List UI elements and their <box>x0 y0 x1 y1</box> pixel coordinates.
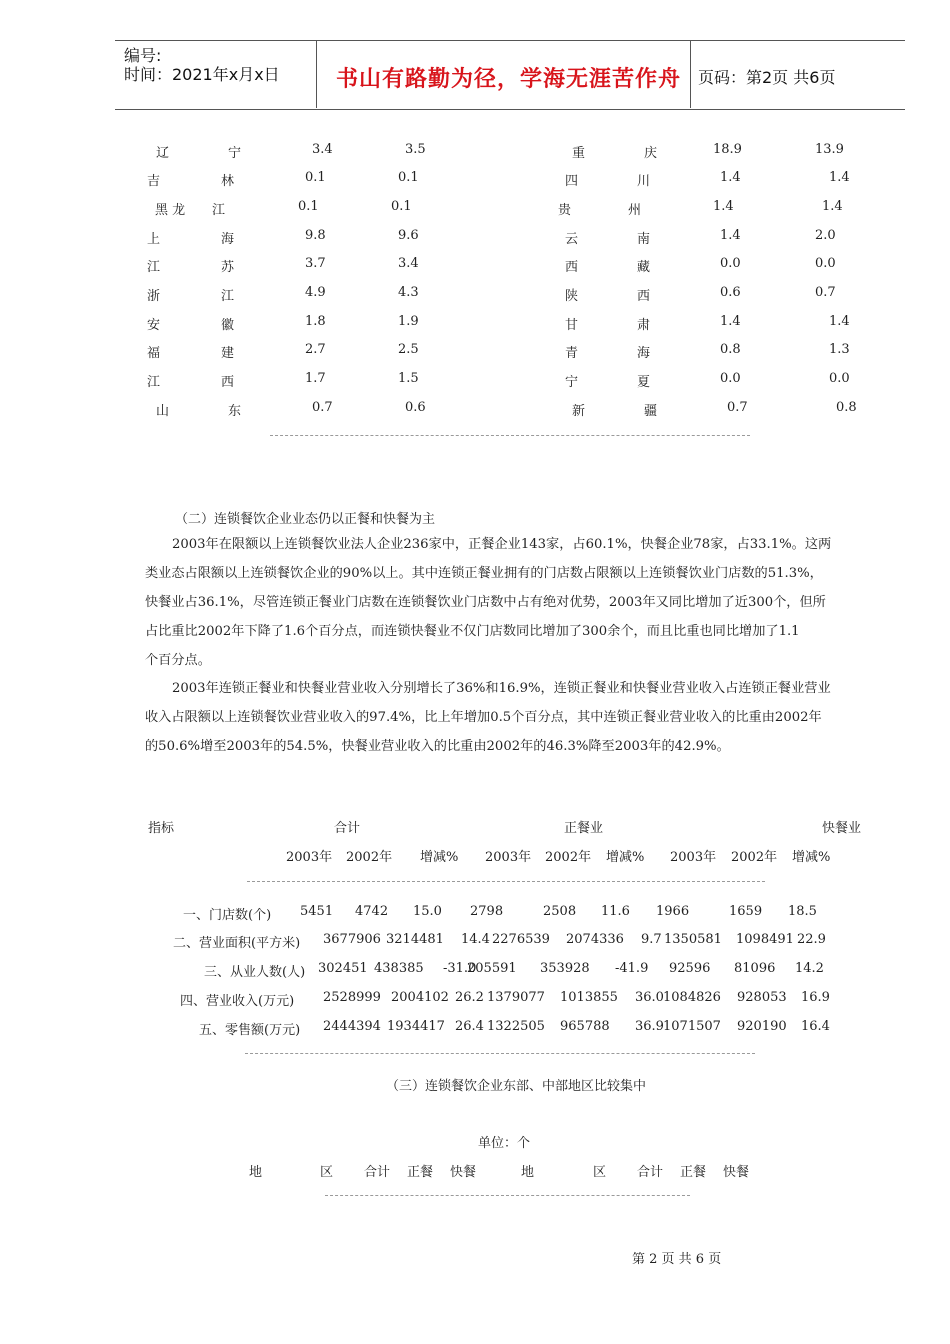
province-cell-lv2: 9.6 <box>398 228 419 243</box>
text-line: 的50.6%增至2003年的54.5%，快餐业营业收入的比重由2002年的46.3%降至2003年的42.9%。 <box>145 739 730 754</box>
year-subheader: 2002年 <box>545 850 592 865</box>
province-cell-rn1: 云 <box>565 232 579 247</box>
province-cell-rv2: 2.0 <box>815 228 836 243</box>
province-cell-ln1: 江 <box>147 260 161 275</box>
indicator-value: 3677906 <box>323 932 381 947</box>
indicator-value: 1084826 <box>663 990 721 1005</box>
province-cell-rv2: 1.4 <box>829 170 850 185</box>
region-column-header: 地 <box>249 1165 263 1180</box>
group-formal: 正餐业 <box>564 821 604 836</box>
province-cell-ln1: 黑 龙 <box>155 203 186 218</box>
province-cell-ln2: 江 <box>212 203 226 218</box>
header-divider <box>316 40 317 108</box>
province-cell-rn1: 青 <box>565 346 579 361</box>
province-cell-ln2: 宁 <box>228 146 242 161</box>
region-column-header: 区 <box>593 1165 607 1180</box>
province-cell-ln2: 建 <box>221 346 235 361</box>
province-cell-rv2: 0.0 <box>815 256 836 271</box>
unit-label: 单位：个 <box>478 1136 531 1151</box>
header-divider <box>690 40 691 108</box>
province-cell-ln2: 西 <box>221 375 235 390</box>
indicator-value: 2798 <box>470 904 504 919</box>
indicator-value: 26.2 <box>455 990 484 1005</box>
indicator-value: 16.9 <box>801 990 830 1005</box>
col-indicator: 指标 <box>148 821 175 836</box>
province-cell-rn2: 肃 <box>637 318 651 333</box>
region-column-header: 正餐 <box>680 1165 707 1180</box>
page-label: 页码：第2页 共6页 <box>698 68 836 87</box>
indicator-value: 1322505 <box>487 1019 545 1034</box>
province-cell-rv2: 1.3 <box>829 342 850 357</box>
province-cell-ln2: 江 <box>221 289 235 304</box>
indicator-value: 2528999 <box>323 990 381 1005</box>
indicator-value: 2004102 <box>391 990 449 1005</box>
province-cell-lv1: 0.7 <box>312 400 333 415</box>
year-subheader: 增减% <box>792 850 831 865</box>
indicator-value: 3214481 <box>386 932 444 947</box>
province-cell-lv1: 2.7 <box>305 342 326 357</box>
indicator-label: 一、门店数(个) <box>183 908 272 923</box>
section3-heading: （三）连锁餐饮企业东部、中部地区比较集中 <box>386 1079 647 1094</box>
year-subheader: 2003年 <box>485 850 532 865</box>
region-column-header: 快餐 <box>450 1165 477 1180</box>
province-cell-rn2: 川 <box>637 174 651 189</box>
province-cell-ln2: 海 <box>221 232 235 247</box>
text-line: 快餐业占36.1%，尽管连锁正餐业门店数在连锁餐饮业门店数中占有绝对优势，2003年又同比增加了近300个，但所 <box>145 595 826 610</box>
province-cell-rv1: 1.4 <box>713 199 734 214</box>
province-cell-rv2: 1.4 <box>822 199 843 214</box>
indicator-value: 36.9 <box>635 1019 664 1034</box>
province-cell-lv2: 0.6 <box>405 400 426 415</box>
province-cell-rv2: 0.7 <box>815 285 836 300</box>
indicator-value: 928053 <box>737 990 787 1005</box>
province-cell-rv1: 0.0 <box>720 371 741 386</box>
province-cell-rv2: 1.4 <box>829 314 850 329</box>
indicator-value: 1350581 <box>664 932 722 947</box>
province-cell-rv2: 13.9 <box>815 142 844 157</box>
table-divider <box>247 881 765 882</box>
indicator-value: 2276539 <box>492 932 550 947</box>
province-cell-ln1: 吉 <box>147 174 161 189</box>
region-column-header: 合计 <box>637 1165 664 1180</box>
province-cell-ln2: 徽 <box>221 318 235 333</box>
province-cell-lv2: 0.1 <box>398 170 419 185</box>
number-label: 编号: <box>124 46 162 65</box>
text-line: 2003年连锁正餐业和快餐业营业收入分别增长了36%和16.9%，连锁正餐业和快餐业营业收入占连锁正餐业营业 <box>172 681 831 696</box>
region-column-header: 地 <box>521 1165 535 1180</box>
year-subheader: 2003年 <box>286 850 333 865</box>
province-cell-lv2: 1.5 <box>398 371 419 386</box>
text-line: 占比重比2002年下降了1.6个百分点，而连锁快餐业不仅门店数同比增加了300余个，而且比重也同比增加了1.1 <box>145 624 800 639</box>
province-cell-rv1: 0.0 <box>720 256 741 271</box>
province-cell-lv1: 3.4 <box>312 142 333 157</box>
indicator-value: 1379077 <box>487 990 545 1005</box>
province-cell-lv2: 3.4 <box>398 256 419 271</box>
indicator-value: 81096 <box>734 961 776 976</box>
province-cell-rn2: 夏 <box>637 375 651 390</box>
province-cell-ln1: 上 <box>147 232 161 247</box>
province-cell-ln1: 浙 <box>147 289 161 304</box>
province-cell-lv1: 1.8 <box>305 314 326 329</box>
province-cell-lv2: 3.5 <box>405 142 426 157</box>
year-subheader: 2002年 <box>731 850 778 865</box>
indicator-value: 1934417 <box>387 1019 445 1034</box>
indicator-value: 15.0 <box>413 904 442 919</box>
province-cell-rn2: 南 <box>637 232 651 247</box>
indicator-value: 36.0 <box>635 990 664 1005</box>
indicator-value: 26.4 <box>455 1019 484 1034</box>
year-subheader: 增减% <box>606 850 645 865</box>
indicator-value: 1013855 <box>560 990 618 1005</box>
section2-heading: （二）连锁餐饮企业业态仍以正餐和快餐为主 <box>175 512 436 527</box>
table-divider <box>245 1053 755 1054</box>
province-cell-lv1: 3.7 <box>305 256 326 271</box>
province-cell-rv1: 1.4 <box>720 228 741 243</box>
indicator-value: 22.9 <box>797 932 826 947</box>
section2-paragraph2 <box>145 674 885 761</box>
indicator-value: 205591 <box>467 961 517 976</box>
province-cell-ln2: 苏 <box>221 260 235 275</box>
province-cell-rn1: 宁 <box>565 375 579 390</box>
indicator-value: 2444394 <box>323 1019 381 1034</box>
province-cell-rn1: 重 <box>572 146 586 161</box>
indicator-value: 5451 <box>300 904 334 919</box>
province-cell-rn2: 藏 <box>637 260 651 275</box>
indicator-label: 三、从业人数(人) <box>204 965 306 980</box>
text-line: 2003年在限额以上连锁餐饮业法人企业236家中，正餐企业143家，占60.1%，快餐企业78家，占33.1%。这两 <box>172 537 832 552</box>
province-cell-rv1: 18.9 <box>713 142 742 157</box>
indicator-value: 920190 <box>737 1019 787 1034</box>
province-cell-ln1: 山 <box>156 404 170 419</box>
indicator-value: -41.9 <box>615 961 649 976</box>
province-cell-ln1: 辽 <box>156 146 170 161</box>
indicator-value: 18.5 <box>788 904 817 919</box>
indicator-value: 438385 <box>374 961 424 976</box>
indicator-value: -31.0 <box>443 961 477 976</box>
indicator-value: 14.2 <box>795 961 824 976</box>
region-column-header: 合计 <box>364 1165 391 1180</box>
indicator-label: 五、零售额(万元) <box>199 1023 301 1038</box>
province-cell-rn1: 陕 <box>565 289 579 304</box>
indicator-value: 1659 <box>729 904 763 919</box>
province-cell-lv1: 4.9 <box>305 285 326 300</box>
indicator-value: 9.7 <box>641 932 662 947</box>
region-column-header: 快餐 <box>723 1165 750 1180</box>
province-cell-lv1: 9.8 <box>305 228 326 243</box>
text-line: 收入占限额以上连锁餐饮业营业收入的97.4%，比上年增加0.5个百分点，其中连锁正餐业营业收入的比重由2002年 <box>145 710 822 725</box>
province-cell-rv2: 0.8 <box>836 400 857 415</box>
indicator-value: 2508 <box>543 904 577 919</box>
table-divider <box>325 1195 690 1196</box>
province-cell-rv1: 0.6 <box>720 285 741 300</box>
region-column-header: 正餐 <box>407 1165 434 1180</box>
province-cell-rn2: 疆 <box>644 404 658 419</box>
indicator-value: 1071507 <box>663 1019 721 1034</box>
page-footer: 第 2 页 共 6 页 <box>632 1252 722 1267</box>
province-cell-lv2: 2.5 <box>398 342 419 357</box>
province-cell-rv1: 1.4 <box>720 314 741 329</box>
year-subheader: 2002年 <box>346 850 393 865</box>
province-cell-rv2: 0.0 <box>829 371 850 386</box>
province-cell-lv1: 0.1 <box>298 199 319 214</box>
province-cell-ln2: 林 <box>221 174 235 189</box>
time-label: 时间：2021年x月x日 <box>124 65 280 84</box>
province-cell-rn2: 州 <box>628 203 642 218</box>
table-divider <box>270 435 750 436</box>
indicator-value: 4742 <box>355 904 389 919</box>
province-cell-lv1: 1.7 <box>305 371 326 386</box>
group-fast: 快餐业 <box>822 821 862 836</box>
province-cell-ln1: 江 <box>147 375 161 390</box>
indicator-label: 四、营业收入(万元) <box>180 994 295 1009</box>
province-cell-rn1: 新 <box>572 404 586 419</box>
section2-paragraph1 <box>145 530 885 675</box>
motto: 书山有路勤为径，学海无涯苦作舟 <box>336 67 682 92</box>
province-cell-rv1: 0.8 <box>720 342 741 357</box>
text-line: 个百分点。 <box>145 653 211 668</box>
province-cell-rn2: 西 <box>637 289 651 304</box>
province-cell-rv1: 0.7 <box>727 400 748 415</box>
indicator-value: 11.6 <box>601 904 630 919</box>
province-cell-ln1: 安 <box>147 318 161 333</box>
group-total: 合计 <box>334 821 361 836</box>
province-cell-lv1: 0.1 <box>305 170 326 185</box>
province-cell-lv2: 1.9 <box>398 314 419 329</box>
indicator-value: 1966 <box>656 904 690 919</box>
indicator-value: 16.4 <box>801 1019 830 1034</box>
province-cell-lv2: 4.3 <box>398 285 419 300</box>
indicator-value: 2074336 <box>566 932 624 947</box>
year-subheader: 增减% <box>420 850 459 865</box>
indicator-value: 353928 <box>540 961 590 976</box>
indicator-value: 302451 <box>318 961 368 976</box>
province-cell-rn1: 甘 <box>565 318 579 333</box>
province-cell-rn2: 庆 <box>644 146 658 161</box>
province-cell-rn1: 四 <box>565 174 579 189</box>
region-column-header: 区 <box>320 1165 334 1180</box>
indicator-label: 二、营业面积(平方米) <box>173 936 301 951</box>
indicator-value: 965788 <box>560 1019 610 1034</box>
province-cell-ln2: 东 <box>228 404 242 419</box>
province-cell-rn2: 海 <box>637 346 651 361</box>
indicator-value: 14.4 <box>461 932 490 947</box>
year-subheader: 2003年 <box>670 850 717 865</box>
indicator-value: 1098491 <box>736 932 794 947</box>
province-cell-rn1: 贵 <box>558 203 572 218</box>
province-cell-ln1: 福 <box>147 346 161 361</box>
province-cell-lv2: 0.1 <box>391 199 412 214</box>
text-line: 类业态占限额以上连锁餐饮企业的90%以上。其中连锁正餐业拥有的门店数占限额以上连锁餐饮业门店数的51.3%， <box>145 566 823 581</box>
province-cell-rn1: 西 <box>565 260 579 275</box>
indicator-value: 92596 <box>669 961 711 976</box>
province-cell-rv1: 1.4 <box>720 170 741 185</box>
